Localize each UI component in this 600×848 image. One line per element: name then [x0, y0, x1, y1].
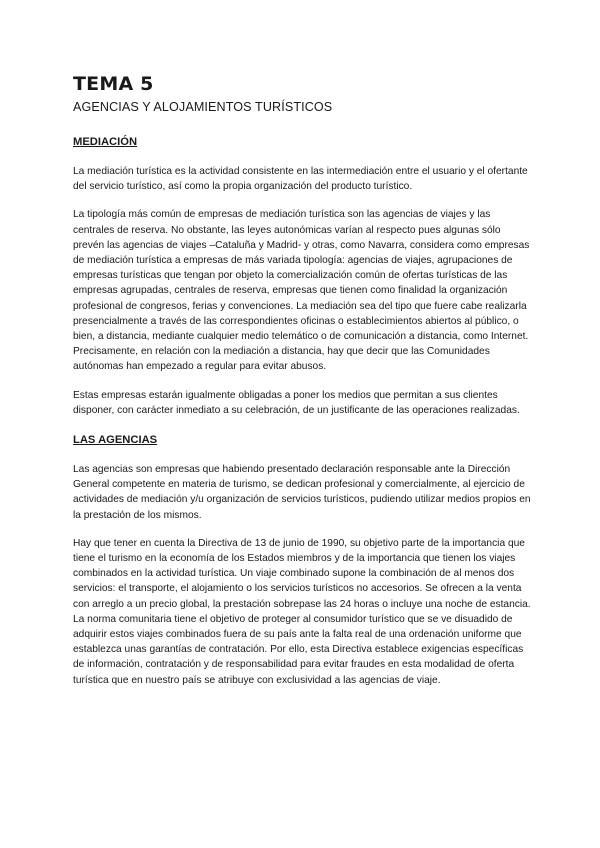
paragraph: Hay que tener en cuenta la Directiva de 13 de junio de 1990, su objetivo parte de la importancia que tiene el turismo en la economía de los Estados miembros y de la importancia que tienen los viajes combinados en la actividad turística. Un viaje combinado supone la combinación de al menos dos servicios: el transporte, el alojamiento o los servicios turísticos no accesorios. Se ofrecen a la venta con arreglo a un precio global, la prestación sobrepase las 24 horas o incluye una noche de estancia. La norma comunitaria tiene el objetivo de proteger al consumidor turístico que se ve disuadido de adquirir estos viajes combinados fuera de su país ante la falta real de una ordenación uniforme que establezca unas garantías de contratación. Por ello, esta Directiva establece exigencias específicas de información, contratación y de responsabilidad para evitar fraudes en esta modalidad de oferta turística que en nuestro país se atribuye con exclusividad a las agencias de viaje. — [73, 537, 531, 686]
paragraph: La mediación turística es la actividad consistente en las intermediación entre el usuario y el ofertante del servicio turístico, así como la propia organización del producto turístico. — [73, 166, 528, 193]
document-subtitle: AGENCIAS Y ALOJAMIENTOS TURÍSTICOS — [73, 100, 333, 114]
document-page — [73, 72, 531, 688]
section-heading-mediacion: MEDIACIÓN — [73, 136, 138, 148]
paragraph: Las agencias son empresas que habiendo presentado declaración responsable ante la Dirección General competente en materia de turismo, se dedican profesional y comercialmente, al ejercicio de actividades de mediación y/u organización de servicios turísticos, pudiendo utilizar medios propios en la prestación de los mismos. — [73, 464, 531, 521]
paragraph: La tipología más común de empresas de mediación turística son las agencias de viajes y las centrales de reserva. No obstante, las leyes autonómicas varían al respecto pues algunas sólo prevén las agencias de viajes –Cataluña y Madrid- y otras, como Navarra, considera como empresas de mediación turística a empresas de más variada tipología: agencias de viajes, agrupaciones de empresas turísticas que tengan por objeto la comercialización común de ofertas turísticas de las empresas agrupadas, centrales de reserva, empresas que tienen como finalidad la organización profesional de congresos, ferias y convenciones. La mediación sea del tipo que fuere cabe realizarla presencialmente a través de las correspondientes oficinas o establecimientos abiertos al público, o bien, a distancia, mediante cualquier medio telemático o de comunicación a distancia, como Internet. Precisamente, en relación con la mediación a distancia, hay que decir que las Comunidades autónomas han empezado a regular para evitar abusos. — [73, 209, 530, 373]
section-heading-las-agencias: LAS AGENCIAS — [73, 434, 158, 447]
paragraph: Estas empresas estarán igualmente obligadas a poner los medios que permitan a sus clientes disponer, con carácter inmediato a su celebración, de un justificante de las operaciones realizadas. — [73, 389, 520, 416]
document-title: TEMA 5 — [73, 73, 154, 95]
